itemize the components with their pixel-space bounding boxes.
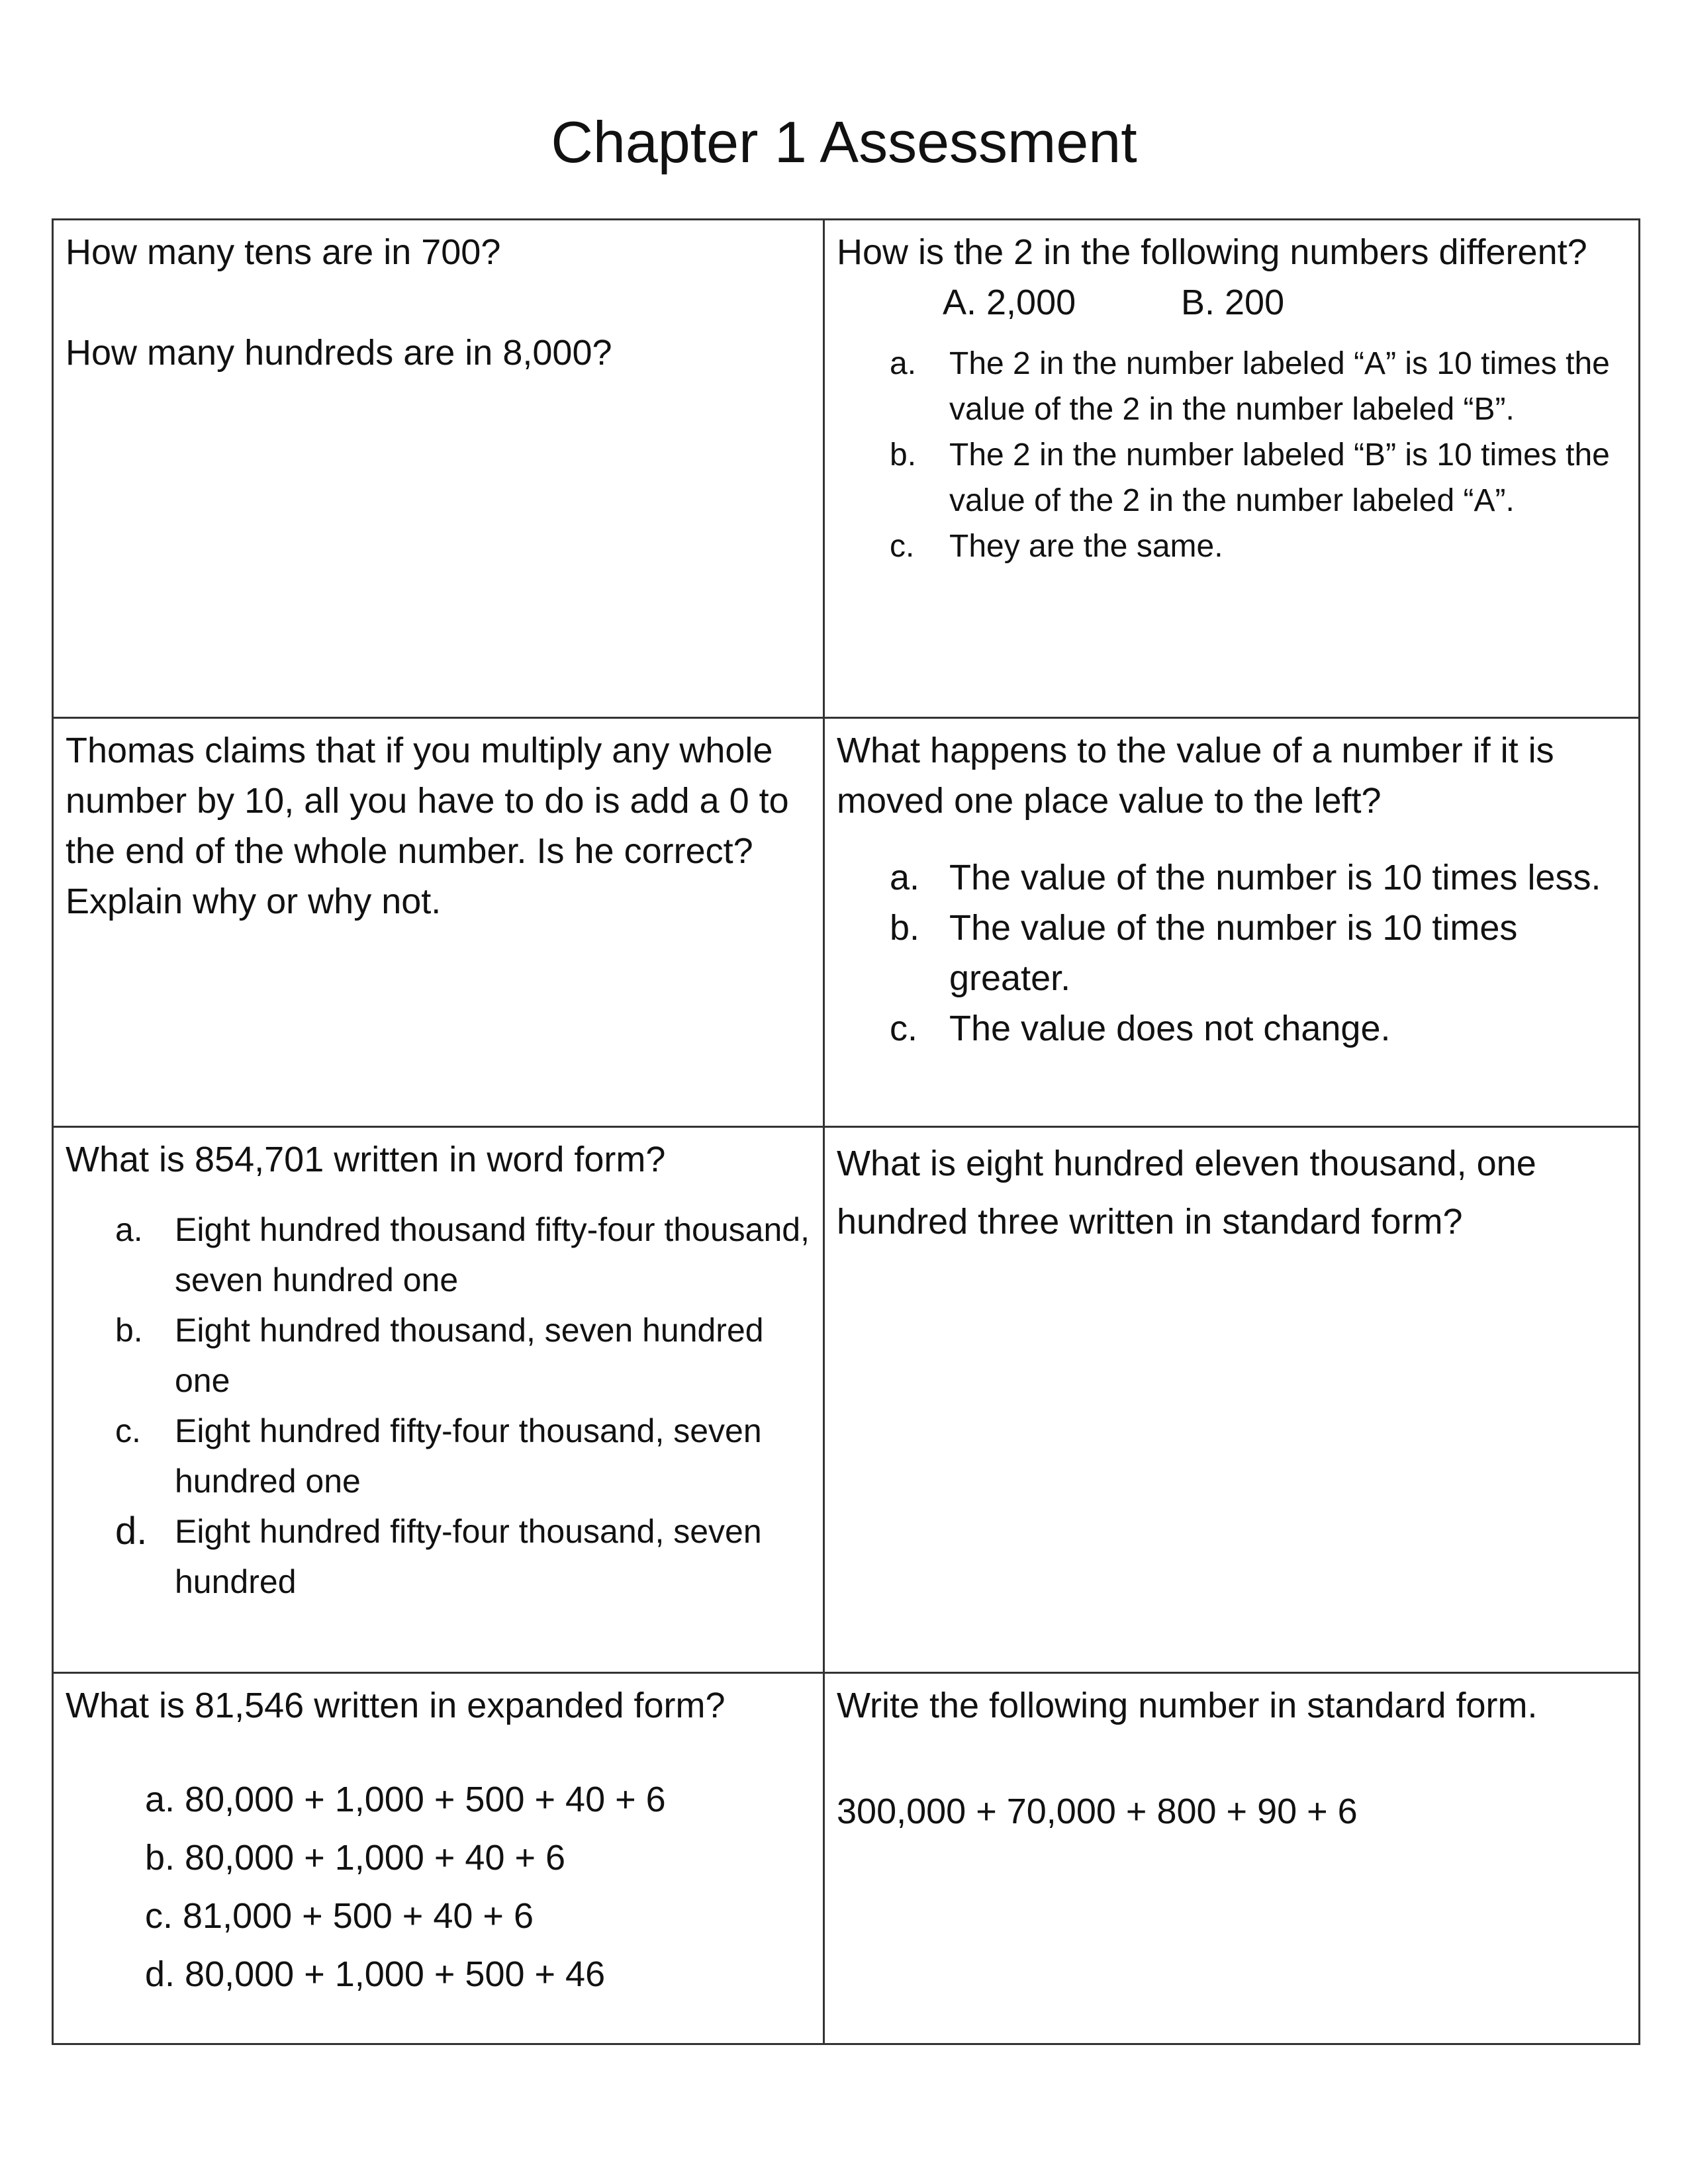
option-mark: c. bbox=[890, 1009, 918, 1048]
option-b: b. 80,000 + 1,000 + 40 + 6 bbox=[145, 1838, 566, 1878]
option-text: Eight hundred fifty-four thousand, seven hundred bbox=[175, 1513, 762, 1600]
option-b bbox=[890, 903, 1626, 1003]
option-mark: b. bbox=[115, 1312, 143, 1349]
option-d: d. 80,000 + 1,000 + 500 + 46 bbox=[145, 1954, 606, 1994]
option-text: Eight hundred fifty-four thousand, seven hundred one bbox=[175, 1412, 762, 1500]
option-b bbox=[115, 1305, 811, 1406]
option-c bbox=[890, 523, 1626, 569]
option-text: The 2 in the number labeled “A” is 10 times the value of the 2 in the number labeled “B”. bbox=[949, 346, 1610, 427]
option-text: The value of the number is 10 times greater. bbox=[949, 908, 1518, 998]
expanded-expression: 300,000 + 70,000 + 800 + 90 + 6 bbox=[837, 1792, 1358, 1831]
question-tens-in-700: How many tens are in 700? bbox=[66, 232, 501, 272]
option-a bbox=[890, 852, 1626, 903]
option-mark: d. bbox=[115, 1510, 148, 1553]
option-text: They are the same. bbox=[949, 529, 1223, 564]
option-a: a. 80,000 + 1,000 + 500 + 40 + 6 bbox=[145, 1780, 666, 1819]
option-mark: b. bbox=[890, 437, 917, 473]
option-text: Eight hundred thousand fifty-four thousand, seven hundred one bbox=[175, 1211, 810, 1298]
cell-expression-to-standard bbox=[825, 1674, 1638, 2043]
option-mark: c. bbox=[890, 529, 915, 564]
cell-word-form bbox=[54, 1128, 823, 1672]
option-text: The value of the number is 10 times less. bbox=[949, 858, 1601, 897]
question-thomas-claim: Thomas claims that if you multiply any whole number by 10, all you have to do is add a 0 to the end of the whole number. Is he correct? Explain why or why not. bbox=[66, 731, 789, 921]
choice-a: A. 2,000 bbox=[943, 283, 1076, 322]
question-standard-form-words: What is eight hundred eleven thousand, one hundred three written in standard form? bbox=[837, 1144, 1536, 1242]
option-text: Eight hundred thousand, seven hundred one bbox=[175, 1312, 764, 1399]
answer-options bbox=[145, 1770, 811, 2003]
option-d bbox=[115, 1506, 811, 1607]
question-write-standard-form: Write the following number in standard form. bbox=[837, 1686, 1538, 1725]
answer-options bbox=[890, 852, 1626, 1054]
cell-tens-hundreds bbox=[54, 220, 823, 717]
choice-b: B. 200 bbox=[1181, 283, 1285, 322]
assessment-table bbox=[52, 218, 1640, 2045]
answer-options bbox=[890, 341, 1626, 569]
option-text: The 2 in the number labeled “B” is 10 times the value of the 2 in the number labeled “A”. bbox=[949, 437, 1610, 518]
cell-place-value-shift bbox=[825, 719, 1638, 1126]
question-expanded-form: What is 81,546 written in expanded form? bbox=[66, 1686, 726, 1725]
question-digit-2: How is the 2 in the following numbers different? bbox=[837, 232, 1587, 272]
option-c: c. 81,000 + 500 + 40 + 6 bbox=[145, 1896, 534, 1936]
cell-standard-form-words bbox=[825, 1128, 1638, 1672]
cell-expanded-form bbox=[54, 1674, 823, 2043]
option-b bbox=[890, 432, 1626, 523]
question-place-value-shift: What happens to the value of a number if it is moved one place value to the left? bbox=[837, 731, 1554, 821]
option-c bbox=[890, 1003, 1626, 1054]
page-title: Chapter 1 Assessment bbox=[551, 109, 1137, 175]
option-text: The value does not change. bbox=[949, 1009, 1391, 1048]
cell-digit-2-comparison bbox=[825, 220, 1638, 717]
answer-options bbox=[115, 1205, 811, 1607]
option-mark: b. bbox=[890, 908, 920, 948]
option-mark: a. bbox=[890, 346, 917, 381]
option-a bbox=[115, 1205, 811, 1305]
question-word-form: What is 854,701 written in word form? bbox=[66, 1140, 666, 1179]
cell-thomas-claim bbox=[54, 719, 823, 1126]
option-mark: a. bbox=[115, 1211, 143, 1248]
number-choices bbox=[837, 277, 1626, 328]
option-mark: c. bbox=[115, 1412, 141, 1449]
option-c bbox=[115, 1406, 811, 1506]
option-a bbox=[890, 341, 1626, 432]
option-mark: a. bbox=[890, 858, 920, 897]
question-hundreds-in-8000: How many hundreds are in 8,000? bbox=[66, 333, 612, 373]
